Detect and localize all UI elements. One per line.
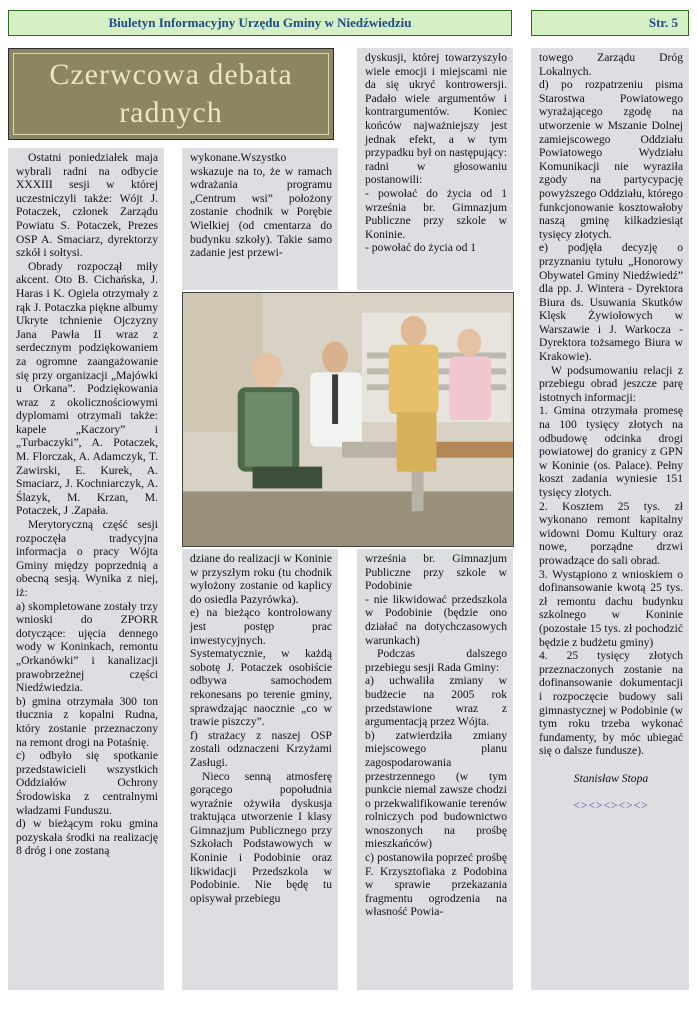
column-2-top bbox=[182, 148, 338, 290]
paragraph: 4. 25 tysięcy złotych przeznaczonych zostanie na dofinansowanie dokumentacji i rozpoczęcie budowy sali gimnastycznej w Podobinie (w tym roku trzeba wykonać fundamenty, by móc ubiegać się o dalsze fundusze). bbox=[539, 649, 683, 758]
header-title-bar bbox=[8, 10, 512, 36]
column-3-bottom bbox=[357, 549, 513, 990]
paragraph: W podsumowaniu relacji z przebiegu obrad jeszcze parę istotnych informacji: bbox=[539, 363, 683, 404]
column-1 bbox=[8, 148, 164, 990]
paragraph: 3. Wystąpiono z wnioskiem o dofinansowanie kwotą 25 tys. zł remontu dachu budynku szkolnego w Koninie (pozostałe 15 tys. zł pochodzić będzie z budżetu gminy) bbox=[539, 567, 683, 649]
paragraph: e) na bieżąco kontrolowany jest postęp prac inwestycyjnych. Systematycznie, w każdą sobotę J. Potaczek osobiście odbywa samochodem rekonesans po terenie gminy, sprawdzając naocznie „co w trawie piszczy”. bbox=[190, 606, 332, 729]
paragraph: Nieco senną atmosferę gorącego popołudnia wyraźnie ożywiła dyskusja traktująca utworzenie I klasy Gimnazjum Publicznego przy Szkołach Podstawowych w Koninie i Podobinie oraz likwidacji Przedszkola w Podobinie. Nie będę tu opisywał przebiegu bbox=[190, 769, 332, 905]
paragraph: e) podjęła decyzję o przyznaniu tytułu „Honorowy Obywatel Gminy Niedźwiedź” dla pp. J. Wintera - Dyrektora Biura ds. Usuwania Skutków Klęsk Żywiołowych w Warszawie i J. Warkocza - Dyrektora tożsamego Biura w Krakowie). bbox=[539, 241, 683, 364]
paragraph: 1. Gmina otrzymała promesę na 100 tysięcy złotych na odbudowę odcinka drogi powiatowej do granicy z GPN w Koninie (os. Palace). Pełny koszt zadania wyniesie 151 tysięcy złotych. bbox=[539, 404, 683, 499]
header-page-bar bbox=[531, 10, 689, 36]
paragraph: d) w bieżącym roku gmina pozyskała środki na realizację 8 dróg i one zostaną bbox=[16, 817, 158, 858]
paragraph: - powołać do życia od 1 bbox=[365, 241, 477, 255]
paragraph: Obrady rozpoczął miły akcent. Oto B. Cichańska, J. Haras i K. Ogiela otrzymały z rąk J. Potaczka piękne albumy Ukryte tchnienie Ojczyzny Jana Pawła II wraz z serdecznym podziękowaniem za ogromne zaangażowanie się przy organizacji „Majówki u Orkana”. Podziękowania wraz z okolicznościowymi dyplomami otrzymali także: kapele „Kaczory” i „Turbaczyki”, A. Potaczek, M. Florczak, A. Adamczyk, T. Zawirski, E. Kurek, A. Smaciarz, J. Kochniarczyk, A. Ślazyk, M. Krzan, M. Potaczek, J .Zapała. bbox=[16, 259, 158, 518]
paragraph: a) uchwaliła zmiany w budżecie na 2005 rok przedstawione wraz z argumentacją przez Wójta. bbox=[365, 674, 507, 729]
paragraph: - powołać do życia od 1 września br. Gimnazjum Publiczne przy szkole w Koninie. bbox=[365, 186, 507, 241]
paragraph: września br. Gimnazjum Publiczne przy szkole w Podobinie bbox=[365, 552, 507, 593]
paragraph: Merytoryczną część sesji rozpoczęła tradycyjna informacja o pracy Wójta Gminy między poprzednią a obecną sesją. Wynika z niej, iż: bbox=[16, 518, 158, 599]
paragraph: b) zatwierdziła zmiany miejscowego planu zagospodarowania przestrzennego (w tym punkcie niemal zawsze chodzi o przekwalifikowanie terenów rolniczych pod budownictwo wnoszonych na prośbę mieszkańców) bbox=[365, 728, 507, 851]
paragraph: towego Zarządu Dróg Lokalnych. bbox=[539, 51, 683, 78]
paragraph: wykonane.Wszystko wskazuje na to, że w ramach wdrażania programu „Centrum wsi” położony zostanie chodnik w Porębie Wielkiej (od cmentarza do budynku szkoły). Takie samo zadanie jest przewi- bbox=[190, 151, 332, 260]
paragraph: dyskusji, której towarzyszyło wiele emocji i miejscami nie da się ukryć kontrowersji. Padało wiele argumentów i kontrargumentów. Koniec końców najważniejszy jest jednak efekt, a w tym przypadku był on następujący: radni w głosowaniu postanowili: bbox=[365, 51, 507, 187]
paragraph: c) odbyło się spotkanie przedstawicieli wszystkich Oddziałów Ochrony Środowiska z centralnymi władzami Funduszu. bbox=[16, 749, 158, 817]
newsletter-title: Biuletyn Informacyjny Urzędu Gminy w Niedźwiedziu bbox=[108, 15, 412, 30]
column-4 bbox=[531, 48, 689, 990]
paragraph: 2. Kosztem 25 tys. zł wykonano remont kapitalny widowni Domu Kultury oraz nowe, porządne drzwi prowadzące do sali obrad. bbox=[539, 499, 683, 567]
paragraph: Podczas dalszego przebiegu sesji Rada Gminy: bbox=[365, 647, 507, 674]
paragraph: b) gmina otrzymała 300 ton tłucznia z kopalni Rudna, który zostanie przeznaczony na remont drogi na Potaśnię. bbox=[16, 694, 158, 749]
paragraph: - nie likwidować przedszkola w Podobinie (będzie ono działać na dotychczasowych warunkach) bbox=[365, 592, 507, 647]
photo-council-members bbox=[182, 292, 514, 547]
paragraph: f) strażacy z naszej OSP zostali odznaczeni Krzyżami Zasługi. bbox=[190, 728, 332, 769]
end-ornament: <><><><><> bbox=[573, 799, 649, 813]
paragraph: Ostatni poniedziałek maja wybrali radni na odbycie XXXIII sesji w której uczestniczyli także: Wójt J. Potaczek, członek Zarządu Powiatu S. Potaczek, Prezes OSP A. Smaciarz, dyrektorzy szkół i sołtysi. bbox=[16, 151, 158, 260]
paragraph: c) postanowiła poprzeć prośbę F. Krzysztofiaka z Podobina w sprawie przekazania fragmentu ogrodzenia na własność Powia- bbox=[365, 851, 507, 919]
paragraph: a) skompletowane zostały trzy wnioski do ZPORR dotyczące: ujęcia dennego wody w Koninkach, remontu „Orkanówki” i kanalizacji prawobrzeżnej części Niedźwiedzia. bbox=[16, 599, 158, 695]
author-signature: Stanisław Stopa bbox=[573, 771, 649, 785]
photo-illustration bbox=[183, 293, 513, 546]
page-number: Str. 5 bbox=[648, 15, 678, 30]
article-title: Czerwcowa debata radnych bbox=[13, 53, 329, 135]
paragraph: d) po rozpatrzeniu pisma Starostwa Powiatowego wyrażającego zgodę na utworzenie w Mszanie Dolnej zamiejscowego Oddziału Powiatowego Wydziału Komunikacji nie wyraziła zgody na partycypację powyższego Oddziału, którego funkcjonowanie kosztowałoby naszą gminę kilkadziesiąt tysięcy złotych. bbox=[539, 78, 683, 241]
column-3-top bbox=[357, 48, 513, 290]
paragraph: dziane do realizacji w Koninie w przyszłym roku (tu chodnik wyłożony zostanie od kaplicy do osiedla Pazyrówka). bbox=[190, 552, 332, 606]
article-title-box bbox=[8, 48, 334, 140]
column-2-bottom bbox=[182, 549, 338, 990]
